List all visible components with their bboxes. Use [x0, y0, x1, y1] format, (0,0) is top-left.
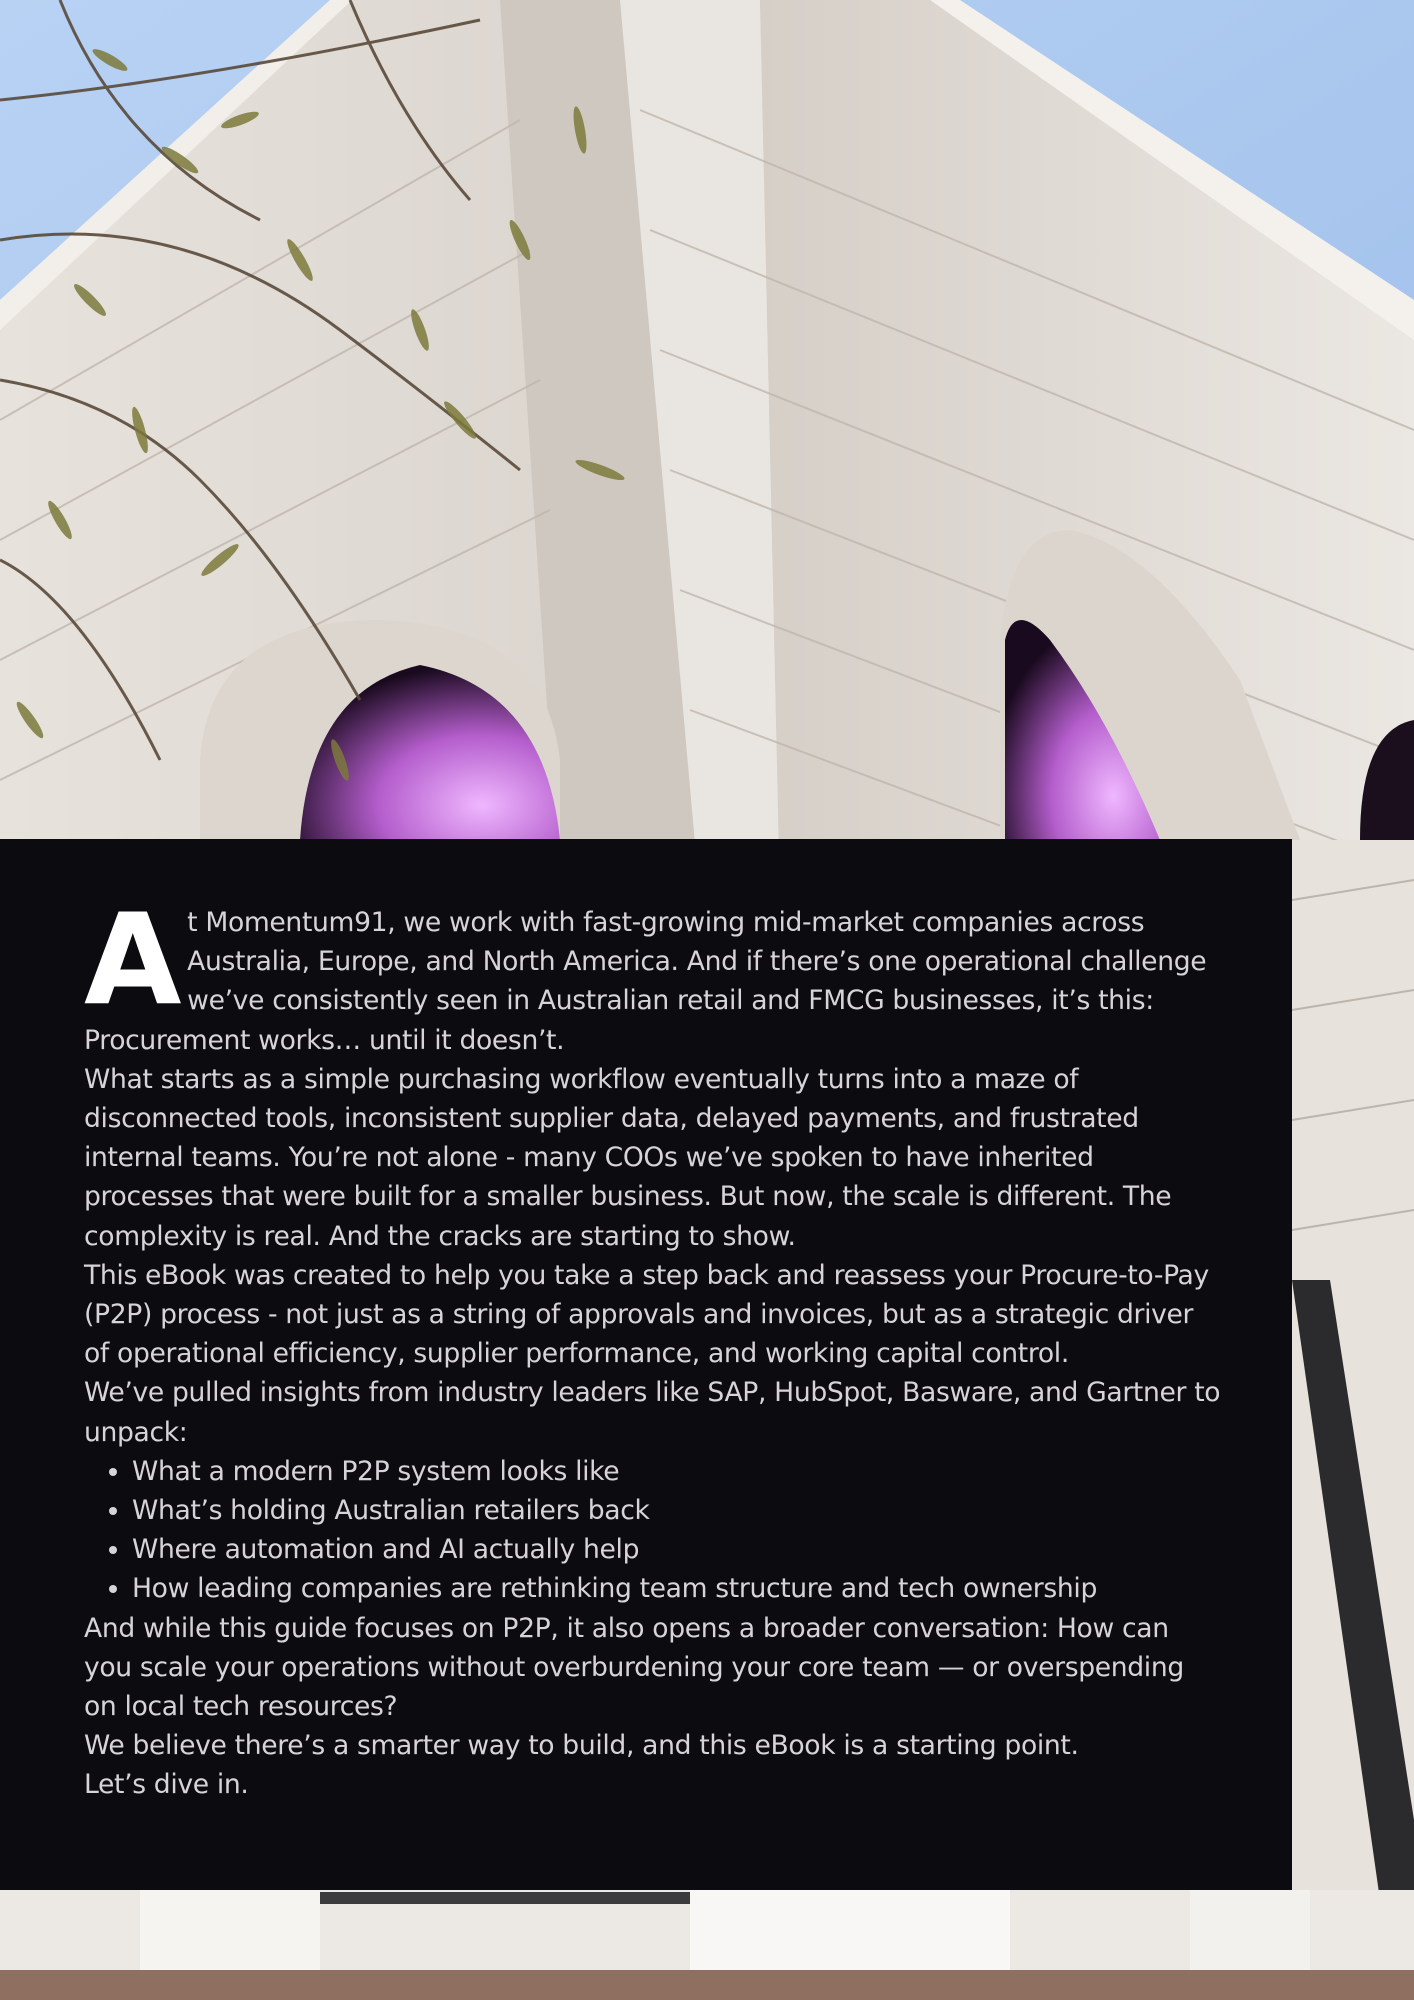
topic-bullet-list [84, 1452, 1222, 1609]
paragraph-ebook-purpose: This eBook was created to help you take a step back and reassess your Procure-to-Pay (P2P) process - not just as a string of approvals and invoices, but as a strategic driver of operational efficiency, supplier performance, and working capital control. [84, 1259, 1209, 1370]
paragraph-smarter-way: We believe there’s a smarter way to build, and this eBook is a starting point. [84, 1730, 1079, 1762]
paragraph-broader-conversation: And while this guide focuses on P2P, it also opens a broader conversation: How can you scale your operations without overburdening your core team — or overspending on local tech resources? [84, 1612, 1184, 1723]
bullet-item: • What a modern P2P system looks like [132, 1452, 1222, 1491]
paragraph-simple-workflow: What starts as a simple purchasing workflow eventually turns into a maze of disconnected tools, inconsistent supplier data, delayed payments, and frustrated internal teams. You’re not alone - many COOs we’ve spoken to have inherited processes that were built for a smaller business. But now, the scale is different. The complexity is real. And the cracks are starting to show. [84, 1063, 1172, 1252]
drop-cap-letter: A [84, 886, 182, 1033]
intro-body [84, 886, 1222, 1805]
paragraph-insights: We’ve pulled insights from industry leaders like SAP, HubSpot, Basware, and Gartner to unpack: [84, 1377, 1221, 1448]
bullet-item: • Where automation and AI actually help [132, 1530, 1222, 1569]
bullet-item: • How leading companies are rethinking team structure and tech ownership [132, 1569, 1222, 1608]
intro-first-paragraph-text: t Momentum91, we work with fast-growing mid-market companies across Australia, Europe, and North America. And if there’s one operational challenge we’ve consistently seen in Australian retail and FMCG businesses, it’s this: [187, 907, 1207, 1017]
paragraph-procurement-works: Procurement works… until it doesn’t. [84, 1024, 565, 1056]
intro-paragraph [84, 886, 1222, 1033]
bullet-item: • What’s holding Australian retailers back [132, 1491, 1222, 1530]
intro-text-panel [0, 839, 1292, 1890]
paragraph-dive-in: Let’s dive in. [84, 1769, 249, 1801]
